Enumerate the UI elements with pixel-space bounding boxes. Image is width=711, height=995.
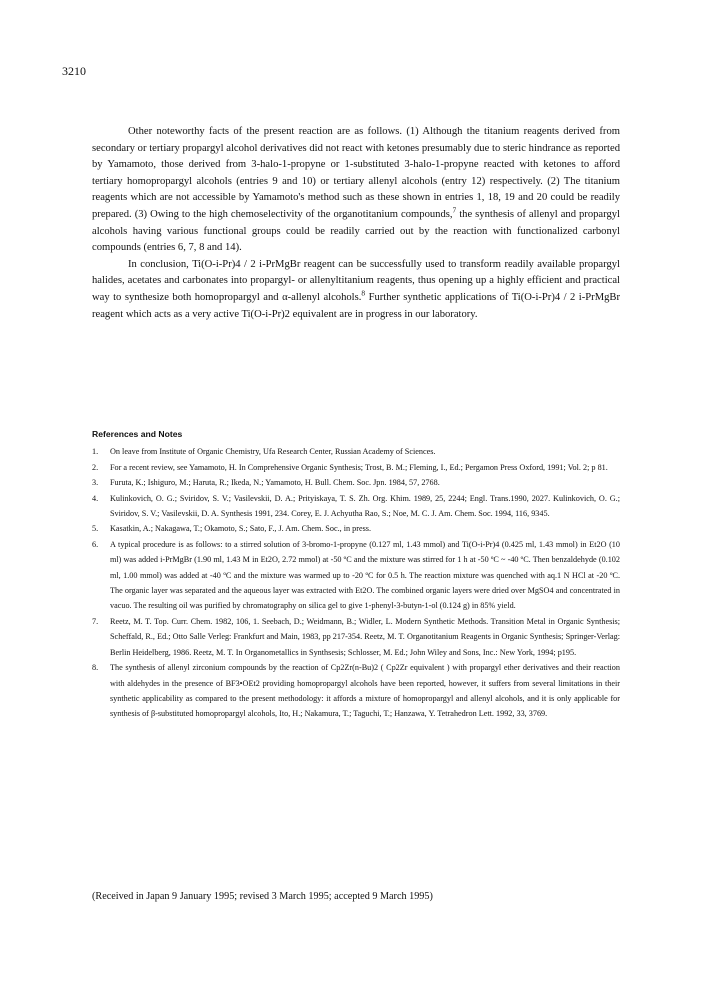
reference-number: 1. xyxy=(92,447,99,457)
reference-item xyxy=(92,521,620,536)
paragraph xyxy=(92,124,620,257)
reference-number: 4. xyxy=(92,493,99,503)
paragraph-text: the synthesis of allenyl and propargyl alcohols having various functional groups could be readily carried out by the reaction with functionalized carbonyl compounds (entries 6, 7, 8 and 14). xyxy=(92,208,620,254)
paragraph-text: Other noteworthy facts of the present reaction are as follows. (1) Although the titanium reagents derived from secondary or tertiary propargyl alcohol derivatives did not react with ketones presumably due to steric hindrance as reported by Yamamoto, those derived from 3-halo-1-propyne or 1-substituted 3-halo-1-propyne reacted with ketones to afford tertiary homopropargyl alcohols (entries 9 and 10) or tertiary allenyl alcohols (entry 12) respectively. (2) The titanium reagents which are not accessible by Yamamoto's method such as these shown in entries 1, 18, 19 and 20 could be readily prepared. (3) Owing to the high chemoselectivity of the organotitanium compounds, xyxy=(92,126,620,220)
reference-text: Kulinkovich, O. G.; Sviridov, S. V.; Vasilevskii, D. A.; Prityiskaya, T. S. Zh. Org. Khim. 1989, 25, 2244; Engl. Trans.1990, 2027. Kulinkovich, O. G.; Sviridov, S. V.; Vasilevskii, D. A. Synthesis 1991, 234. Corey, E. J. Achyutha Rao, S.; Noe, M. C. J. Am. Chem. Soc. 1994, 116, 9345. xyxy=(110,493,620,519)
paragraph-text: Further synthetic applications of Ti(O-i-Pr)4 / 2 i-PrMgBr reagent which acts as a very active Ti(O-i-Pr)2 equivalent are in progress in our laboratory. xyxy=(92,291,620,320)
footnote-marker: 8 xyxy=(361,288,366,298)
reference-item xyxy=(92,491,620,522)
paragraph xyxy=(92,257,620,323)
page-number: 3210 xyxy=(62,64,86,78)
body-text xyxy=(92,124,620,323)
reference-text: Kasatkin, A.; Nakagawa, T.; Okamoto, S.; Sato, F., J. Am. Chem. Soc., in press. xyxy=(110,524,372,534)
reference-number: 6. xyxy=(92,539,99,549)
references-title: References and Notes xyxy=(92,429,183,439)
received-dates: (Received in Japan 9 January 1995; revised 3 March 1995; accepted 9 March 1995) xyxy=(92,891,433,902)
reference-text: A typical procedure is as follows: to a stirred solution of 3-bromo-1-propyne (0.127 ml, 1.43 mmol) and Ti(O-i-Pr)4 (0.425 ml, 1.43 mmol) in Et2O (10 ml) was added i-PrMgBr (1.90 ml, 1.43 M in Et2O, 2.72 mmol) at -50 ºC and the mixture was stirred for 1 h at -50 ºC ~ -40 ºC. Then benzaldehyde (0.102 ml, 1.00 mmol) was added at -40 ºC and the mixture was warmed up to -20 ºC for 0.5 h. The reaction mixture was quenched with aq.1 N HCl at -20 ºC. The organic layer was separated and the aqueous layer was extracted with Et2O. The combined organic layers were dried over MgSO4 and concentrated in vacuo. The resulting oil was purified by chromatography on silica gel to give 1-phenyl-3-butyn-1-ol (0.124 g) in 85% yield. xyxy=(110,539,620,611)
reference-text: Reetz, M. T. Top. Curr. Chem. 1982, 106, 1. Seebach, D.; Weidmann, B.; Widler, L. Modern Synthetic Methods. Transition Metal in Organic Synthesis; Scheffald, R., Ed.; Otto Salle Verleg: Frankfurt and Main, 1983, pp 217-354. Reetz, M. T. Organotitanium Reagents in Organic Synthesis; Springer-Verlag: Berlin Heidelberg, 1986. Reetz, M. T. In Organometallics in Synthsesis; Schlosser, M. Ed.; John Wiley and Sons, Inc.: New York, 1994; p195. xyxy=(110,616,620,657)
reference-item xyxy=(92,460,620,475)
reference-number: 5. xyxy=(92,524,99,534)
reference-text: On leave from Institute of Organic Chemistry, Ufa Research Center, Russian Academy of Sciences. xyxy=(110,447,436,457)
reference-item xyxy=(92,660,620,722)
reference-text: The synthesis of allenyl zirconium compounds by the reaction of Cp2Zr(n-Bu)2 ( Cp2Zr equivalent ) with propargyl ether derivatives and their reaction with aldehydes in the presence of BF3•OEt2 providing homopropargyl alcohols have been reported, however, it suffers from several limitations in their synthetic applicability as compared to the present methodology: it affords a mixture of homopropargyl and allenyl alcohols, and it is only applicable for synthesis of β-substituted homopropargyl alcohols, Ito, H.; Nakamura, T.; Taguchi, T.; Hanzawa, Y. Tetrahedron Lett. 1992, 33, 3769. xyxy=(110,663,620,719)
footnote-marker: 7 xyxy=(452,205,457,215)
reference-item xyxy=(92,444,620,459)
reference-text: For a recent review, see Yamamoto, H. In Comprehensive Organic Synthesis; Trost, B. M.; Fleming, I., Ed.; Pergamon Press Oxford, 1991; Vol. 2; p 81. xyxy=(110,462,608,472)
reference-item xyxy=(92,614,620,660)
reference-number: 8. xyxy=(92,663,99,673)
reference-item xyxy=(92,475,620,490)
reference-number: 7. xyxy=(92,616,99,626)
paragraph-text: In conclusion, Ti(O-i-Pr)4 / 2 i-PrMgBr reagent can be successfully used to transform readily available propargyl halides, acetates and carbonates into propargyl- or allenyltitanium reagents, thus opening up a highly efficient and practical way to synthesize both homopropargyl and α-allenyl alcohols. xyxy=(92,258,620,303)
reference-item xyxy=(92,537,620,614)
reference-number: 2. xyxy=(92,462,99,472)
reference-number: 3. xyxy=(92,478,99,488)
references-section xyxy=(92,427,620,722)
reference-text: Furuta, K.; Ishiguro, M.; Haruta, R.; Ikeda, N.; Yamamoto, H. Bull. Chem. Soc. Jpn. 1984, 57, 2768. xyxy=(110,478,440,488)
